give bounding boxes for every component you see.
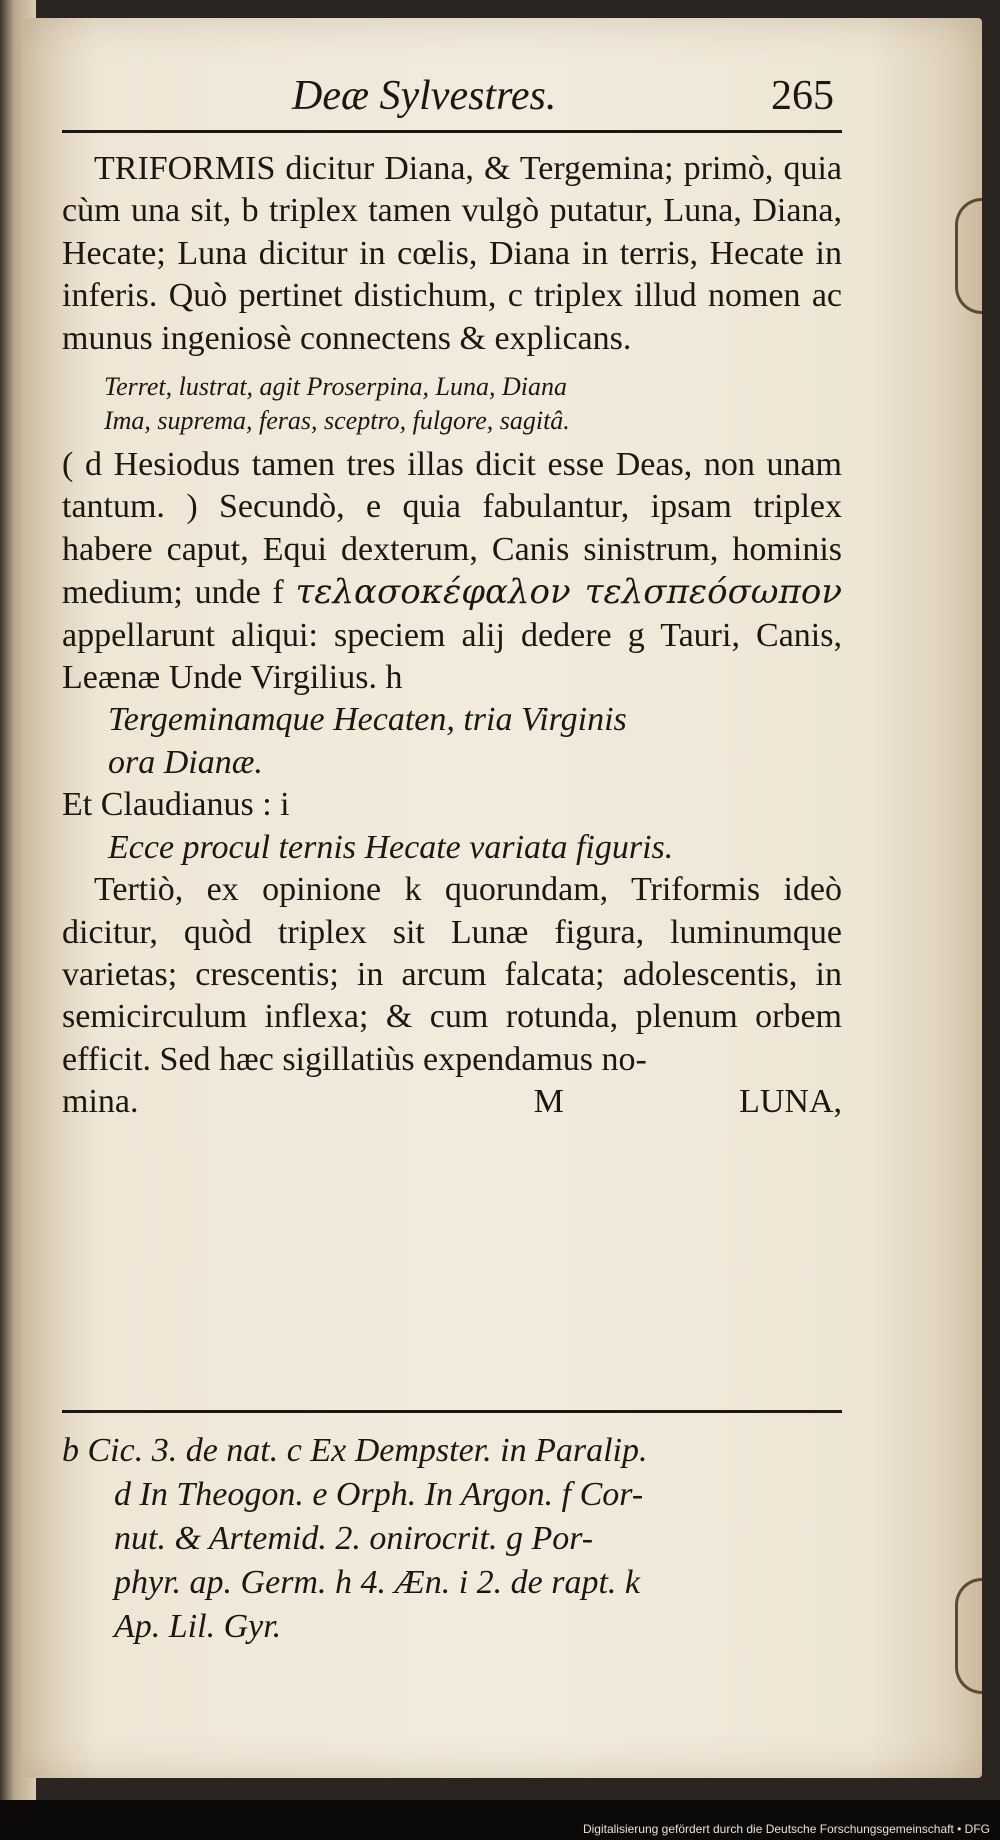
paragraph-2 [62,444,842,699]
note-line: b Cic. 3. de nat. c Ex Dempster. in Paralip. [62,1432,648,1469]
page-tab-marker [955,198,982,314]
paragraph-1: TRIFORMIS dicitur Diana, & Tergemina; primò, quia cùm una sit, b triplex tamen vulgò putatur, Luna, Diana, Hecate; Luna dicitur in cœlis, Diana in terris, Hecate in inferis. Quò pertinet distichum, c triplex illud nomen ac munus ingeniosè connectens & explicans. [62,150,842,357]
paragraph-2-text: appellarunt aliqui: speciem alij dedere g Tauri, Canis, Leænæ Unde Virgilius. h [62,616,842,697]
note-line: phyr. ap. Germ. h 4. Æn. i 2. de rapt. k [114,1564,641,1601]
main-text [62,148,842,1124]
page-number: 265 [771,73,834,119]
paragraph-3: Tertiò, ex opinione k quorundam, Triformis ideò dicitur, quòd triplex sit Lunæ figura, luminumque varietas; crescentis; in arcum falcata; adolescentis, in semicirculum inflexa; & cum rotunda, plenum orbem efficit. Sed hæc sigillatiùs expendamus no- [62,871,842,1078]
greek-epithet: τελασοκέφαλον τελσπεόσωπον [295,572,842,613]
verse-distich [62,370,842,438]
signature-mark: M [533,1083,564,1121]
paragraph-2-text: ( d Hesiodus tamen tres illas dicit esse Deas, non unam tantum. ) Secundò, e quia fabulantur, ipsam triplex habere caput, Equi dexterum, Canis sinistrum, hominis medium; unde f [62,446,842,612]
note-line: Ap. Lil. Gyr. [114,1608,282,1645]
verse-line: Ima, suprema, feras, sceptro, fulgore, sagitâ. [104,406,570,436]
note-line: d In Theogon. e Orph. In Argon. f Cor- [114,1476,644,1513]
running-head: Deæ Sylvestres. [292,73,557,119]
page-header [62,70,842,133]
claudian-intro: Et Claudianus : i [62,786,290,824]
page-tab-marker [955,1578,982,1694]
note-line: nut. & Artemid. 2. onirocrit. g Por- [114,1520,594,1557]
virgil-quote: ora Dianæ. [108,743,263,781]
marginal-notes [62,1410,842,1649]
digitization-credit: Digitalisierung gefördert durch die Deutsche Forschungsgemeinschaft • DFG [582,1822,990,1836]
page-foot-line [62,1081,842,1123]
last-word: mina. [62,1083,139,1121]
claudian-quote: Ecce procul ternis Hecate variata figuris. [108,828,674,866]
book-page [22,18,982,1778]
virgil-quote: Tergeminamque Hecaten, tria Virginis [108,701,627,739]
verse-line: Terret, lustrat, agit Proserpina, Luna, Diana [104,372,567,402]
catchword: LUNA, [739,1083,842,1121]
